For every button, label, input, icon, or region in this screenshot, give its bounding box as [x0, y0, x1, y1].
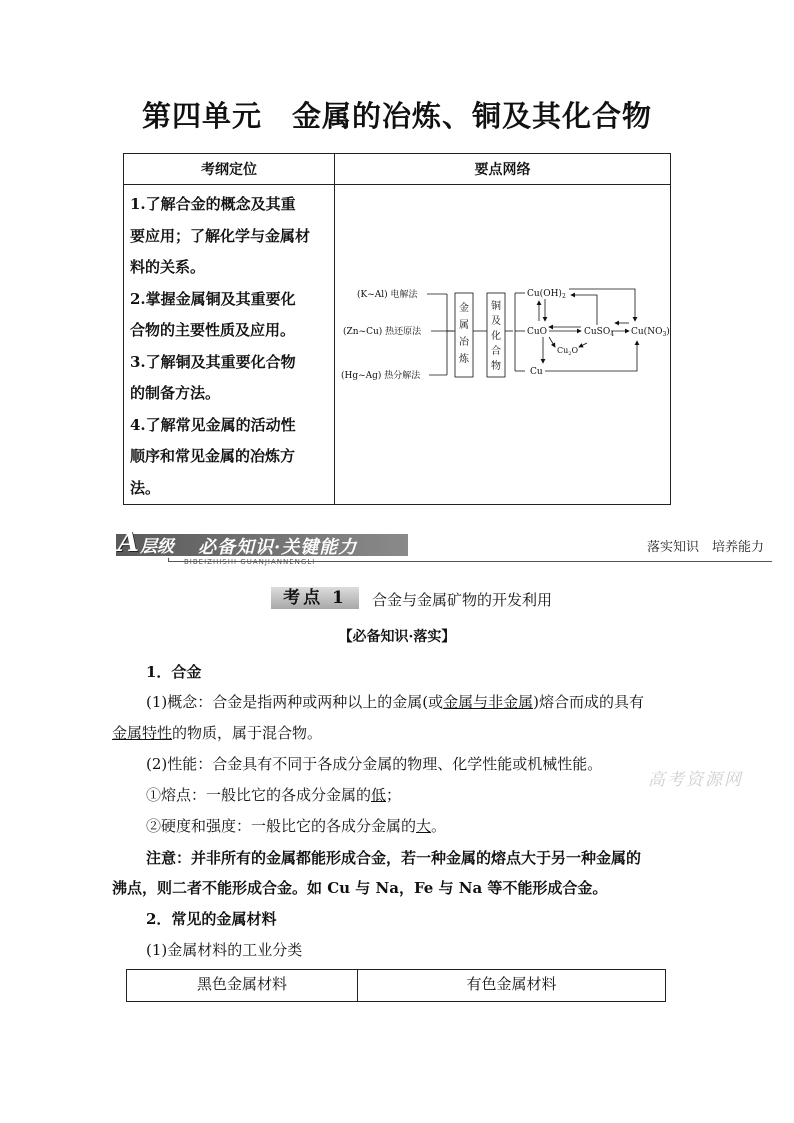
node-cuoh2: $Cu(OH)_2$ [527, 289, 566, 300]
smelting-char: 金 [459, 303, 469, 314]
banner-heading: 必备知识·关键能力 [198, 537, 358, 558]
kaodian-badge: 考点 1 [271, 587, 359, 609]
copper-char: 铜 [491, 301, 501, 312]
section1-heading: 1．合金 [146, 663, 202, 681]
banner-slogan: 落实知识 培养能力 [646, 540, 764, 555]
hardness-line [146, 816, 726, 836]
objectives-cell [124, 185, 335, 505]
objective-line: 的制备方法。 [130, 384, 221, 402]
banner-pinyin: BIBEIZHISHI GUANJIANNENGLI [184, 558, 316, 566]
objective-line: 合物的主要性质及应用。 [130, 321, 296, 339]
objective-line: 料的关系。 [130, 258, 206, 276]
concept-diagram [335, 185, 681, 497]
smelting-char: 冶 [459, 337, 469, 348]
copper-char: 合 [491, 346, 501, 357]
note-line1: 注意：并非所有的金属都能形成合金，若一种金属的熔点大于另一种金属的 [146, 849, 642, 867]
node-cu: Cu [530, 367, 543, 377]
node-cuso4: CuSO$_4$ [584, 327, 615, 338]
concept-text: 的物质，属于混合物。 [172, 724, 323, 742]
level-banner [116, 527, 772, 571]
metal-material-table [126, 969, 666, 1002]
section2-heading: 2．常见的金属材料 [146, 910, 277, 928]
objective-line: 要应用；了解化学与金属材 [130, 226, 311, 245]
section-subheading: 【必备知识·落实】 [338, 629, 456, 645]
col-header-network: 要点网络 [335, 154, 671, 185]
level-letter: A [118, 527, 139, 558]
hardness-text: ②硬度和强度：一般比它的各成分金属的 [146, 817, 417, 835]
smelting-char: 炼 [459, 354, 469, 365]
node-cuno3: $Cu(NO_3)$ [631, 327, 670, 338]
outline-table [123, 153, 671, 505]
melting-underlined: 低 [371, 786, 387, 804]
objective-line: 顺序和常见金属的冶炼方 [130, 447, 296, 465]
method-electrolysis: (K~Al) 电解法 [357, 290, 418, 300]
objective-line: 2.掌握金属铜及其重要化 [130, 289, 296, 308]
header-nonferrous: 有色金属材料 [358, 970, 666, 1002]
col-header-syllabus: 考纲定位 [124, 154, 335, 185]
level-text: 层级 [140, 537, 174, 557]
smelting-char: 属 [459, 320, 469, 331]
melting-text: ①熔点：一般比它的各成分金属的 [146, 786, 372, 804]
hardness-underlined: 大 [416, 817, 432, 835]
concept-text: )熔合而成的具有 [533, 693, 644, 711]
concept-text: (1)概念：合金是指两种或两种以上的金属(或 [146, 693, 444, 711]
objective-line: 法。 [130, 478, 161, 497]
concept-underlined: 金属与非金属 [443, 693, 534, 711]
title-unit: 第四单元 [141, 99, 262, 133]
copper-char: 化 [491, 331, 501, 342]
method-thermal-reduction: (Zn~Cu) 热还原法 [343, 327, 422, 337]
header-ferrous: 黑色金属材料 [127, 970, 358, 1002]
copper-char: 物 [491, 361, 501, 372]
melting-text: ； [386, 786, 402, 804]
section2-sub: (1)金属材料的工业分类 [146, 941, 303, 959]
objective-line: 1.了解合金的概念及其重 [130, 195, 296, 213]
kaodian-title: 合金与金属矿物的开发利用 [372, 591, 553, 609]
method-thermal-decomposition: (Hg~Ag) 热分解法 [341, 371, 421, 381]
property-line: (2)性能：合金具有不同于各成分金属的物理、化学性能或机械性能。 [146, 755, 603, 773]
title-topic: 金属的冶炼、铜及其化合物 [292, 99, 653, 133]
note-line2: 沸点，则二者不能形成合金。如 Cu 与 Na，Fe 与 Na 等不能形成合金。 [112, 879, 608, 897]
watermark: 高考资源网 [648, 770, 743, 790]
copper-char: 及 [491, 316, 501, 327]
concept-underlined: 金属特性 [112, 724, 173, 742]
melting-line [146, 785, 726, 805]
node-cu2o: $Cu_2O$ [557, 346, 579, 357]
hardness-text: 。 [431, 817, 447, 835]
concept-line1 [146, 692, 706, 712]
objective-line: 3.了解铜及其重要化合物 [130, 352, 296, 371]
page-title [0, 94, 794, 135]
objective-line: 4.了解常见金属的活动性 [130, 415, 296, 434]
concept-line2 [112, 723, 692, 743]
network-cell [335, 185, 671, 505]
node-cuo: CuO [527, 327, 548, 337]
